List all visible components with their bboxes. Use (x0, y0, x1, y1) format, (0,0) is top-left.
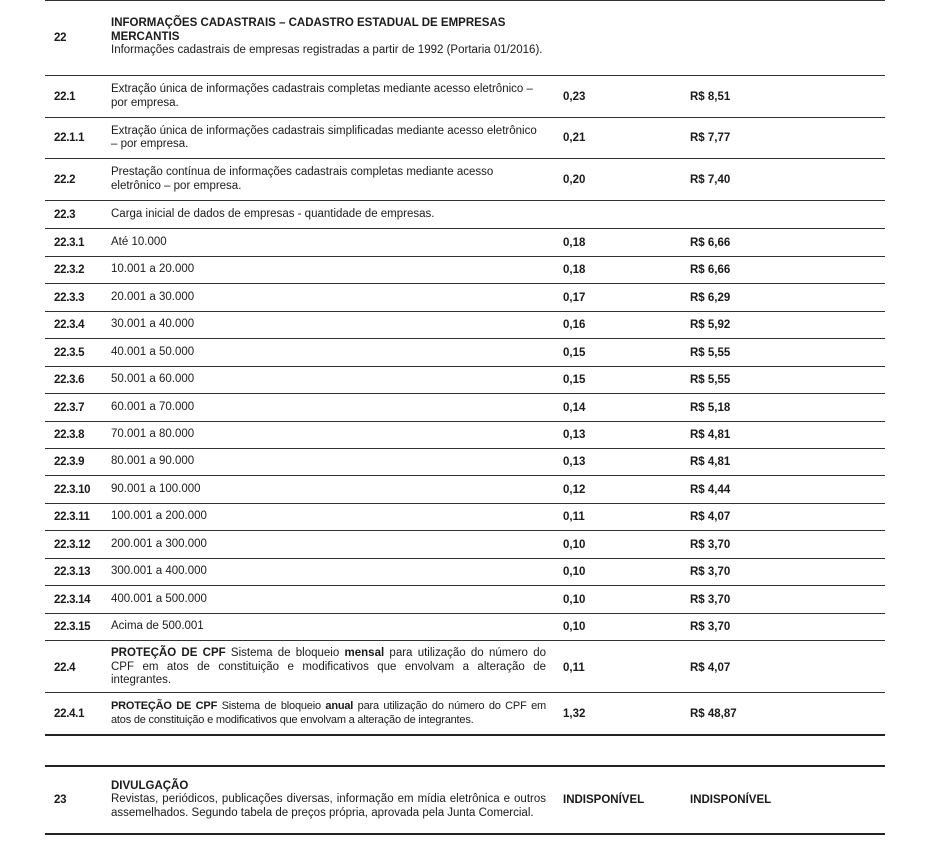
row-label: PROTEÇÃO DE CPF (111, 700, 218, 712)
row-price: R$ 4,07 (690, 511, 731, 523)
row-description: 80.001 a 90.000 (111, 455, 195, 468)
row-ufesp: 0,10 (563, 621, 586, 633)
row-code: 22.3.10 (54, 483, 91, 496)
table-row-22-4-1 (45, 693, 885, 736)
row-ufesp: 0,10 (563, 593, 586, 606)
row-ufesp (563, 201, 673, 228)
table-row (45, 339, 885, 367)
row-text-a: Sistema de bloqueio (225, 647, 345, 660)
row-description: 400.001 a 500.000 (111, 592, 207, 605)
table-row (45, 312, 885, 339)
row-description: Até 10.000 (111, 235, 167, 248)
row-description: 100.001 a 200.000 (111, 510, 207, 523)
row-code: 22.3.5 (54, 346, 85, 359)
table-row (45, 422, 885, 449)
row-price: R$ 6,66 (690, 236, 731, 249)
section-code: 23 (54, 794, 67, 806)
row-ufesp: 0,10 (563, 538, 586, 551)
row-ufesp: 1,32 (563, 707, 586, 720)
row-code: 22.3.1 (54, 236, 85, 249)
row-ufesp: 0,14 (563, 401, 586, 414)
row-label: PROTEÇÃO DE CPF (111, 647, 226, 660)
row-price: R$ 3,70 (690, 538, 731, 551)
row-code: 22.3.7 (54, 401, 85, 414)
row-description: 90.001 a 100.000 (111, 482, 201, 495)
row-code: 22.3.8 (54, 429, 85, 441)
table-row (45, 201, 885, 229)
row-description: 40.001 a 50.000 (111, 345, 195, 358)
row-code: 22.3.11 (54, 511, 90, 523)
table-row (45, 449, 885, 476)
row-description: Prestação contínua de informações cadastrais completas mediante acesso eletrônico – por empresa. (111, 166, 494, 192)
row-ufesp: 0,13 (563, 456, 586, 468)
row-ufesp: INDISPONÍVEL (563, 794, 645, 806)
table-row (45, 504, 885, 531)
row-price: R$ 5,55 (690, 374, 731, 386)
row-ufesp: 0,11 (563, 661, 585, 674)
row-code: 22.4 (54, 661, 76, 674)
row-ufesp: 0,15 (563, 374, 586, 386)
row-code: 22.3.13 (54, 566, 91, 578)
row-ufesp: 0,20 (563, 173, 586, 186)
row-code: 22.3.15 (54, 621, 91, 633)
row-text-b: para utilização do número do CPF em atos de constituição e modificativos que envolvam a alteração de integrantes. (111, 700, 547, 726)
table-row (45, 394, 885, 422)
row-code: 22.3.9 (54, 456, 85, 468)
row-ufesp: 0,21 (563, 132, 586, 144)
row-price: R$ 48,87 (690, 707, 737, 720)
row-description: 50.001 a 60.000 (111, 373, 195, 386)
section-code: 22 (54, 31, 67, 44)
section-subtitle: Informações cadastrais de empresas registradas a partir de 1992 (Portaria 01/2016). (111, 44, 543, 57)
row-code: 22.3.3 (54, 291, 85, 304)
row-code: 22.3.12 (54, 538, 91, 551)
table-row (45, 559, 885, 586)
row-ufesp: 0,15 (563, 346, 586, 359)
row-code: 22.3.4 (54, 319, 85, 331)
row-ufesp: 0,17 (563, 291, 586, 304)
row-description: 60.001 a 70.000 (111, 400, 195, 413)
row-ufesp: 0,23 (563, 90, 586, 103)
row-price: R$ 8,51 (690, 90, 731, 103)
section-23-row (45, 767, 885, 835)
row-emphasis: anual (325, 700, 354, 712)
row-price: R$ 3,70 (690, 593, 731, 606)
row-code: 22.3.2 (54, 264, 85, 276)
table-row (45, 159, 885, 201)
row-price: R$ 5,92 (690, 319, 731, 331)
section-22-header-row (45, 0, 885, 76)
row-ufesp: 0,11 (563, 511, 585, 523)
table-row (45, 284, 885, 312)
section-description (111, 767, 546, 833)
section-title: INFORMAÇÕES CADASTRAIS – CADASTRO ESTADUAL DE EMPRESAS MERCANTIS (111, 17, 506, 43)
row-code: 22.4.1 (54, 707, 85, 720)
table-row (45, 118, 885, 159)
row-price: R$ 5,55 (690, 346, 731, 359)
row-ufesp: 0,18 (563, 236, 586, 249)
table-row (45, 586, 885, 614)
row-price: R$ 3,70 (690, 566, 731, 578)
row-description: 30.001 a 40.000 (111, 318, 195, 331)
table-row (45, 531, 885, 559)
table-row (45, 476, 885, 504)
row-price: R$ 5,18 (690, 401, 731, 414)
table-row (45, 614, 885, 641)
table-row (45, 229, 885, 257)
row-description: Extração única de informações cadastrais completas mediante acesso eletrônico – por empresa. (111, 83, 533, 109)
row-description: 10.001 a 20.000 (111, 263, 195, 276)
row-code: 22.1.1 (54, 132, 85, 144)
row-ufesp: 0,13 (563, 429, 586, 441)
section-description (111, 0, 546, 75)
row-description: 20.001 a 30.000 (111, 290, 195, 303)
row-price: R$ 6,29 (690, 291, 731, 304)
row-price: R$ 3,70 (690, 621, 731, 633)
row-description: 300.001 a 400.000 (111, 565, 207, 578)
row-price: R$ 7,40 (690, 173, 731, 186)
row-price: R$ 4,81 (690, 429, 731, 441)
row-code: 22.3.6 (54, 374, 85, 386)
row-description: Acima de 500.001 (111, 620, 204, 633)
table-row (45, 76, 885, 118)
row-price: INDISPONÍVEL (690, 794, 772, 806)
row-description (111, 693, 546, 734)
table-row (45, 367, 885, 394)
row-price: R$ 4,81 (690, 456, 731, 468)
row-description (111, 643, 546, 692)
row-description: 70.001 a 80.000 (111, 428, 195, 441)
table-row (45, 257, 885, 284)
row-ufesp: 0,10 (563, 566, 586, 578)
row-price: R$ 6,66 (690, 264, 731, 276)
row-price: R$ 4,44 (690, 483, 731, 496)
row-ufesp: 0,12 (563, 483, 586, 496)
section-title: DIVULGAÇÃO (111, 779, 189, 792)
row-code: 22.3.14 (54, 593, 91, 606)
row-price: R$ 7,77 (690, 132, 731, 144)
row-code: 22.1 (54, 90, 76, 103)
row-text-b: para utilização do número do CPF em atos de constituição e modificativos que envolvam a alteração de integrantes. (111, 647, 546, 687)
row-price (690, 201, 840, 228)
row-ufesp: 0,16 (563, 319, 586, 331)
row-code: 22.2 (54, 173, 76, 186)
row-code: 22.3 (54, 208, 76, 221)
row-text-a: Sistema de bloqueio (217, 700, 326, 712)
row-description: Carga inicial de dados de empresas - quantidade de empresas. (111, 207, 435, 220)
row-price: R$ 4,07 (690, 661, 731, 674)
row-description: 200.001 a 300.000 (111, 537, 207, 550)
row-ufesp: 0,18 (563, 264, 586, 276)
row-emphasis: mensal (344, 647, 385, 660)
section-text: Revistas, periódicos, publicações diversas, informação em mídia eletrônica e outros assemelhados. Segundo tabela de preços própria, aprovada pela Junta Comercial. (111, 793, 546, 819)
row-description: Extração única de informações cadastrais simplificadas mediante acesso eletrônico – por empresa. (111, 124, 537, 150)
table-row-22-4 (45, 643, 885, 693)
